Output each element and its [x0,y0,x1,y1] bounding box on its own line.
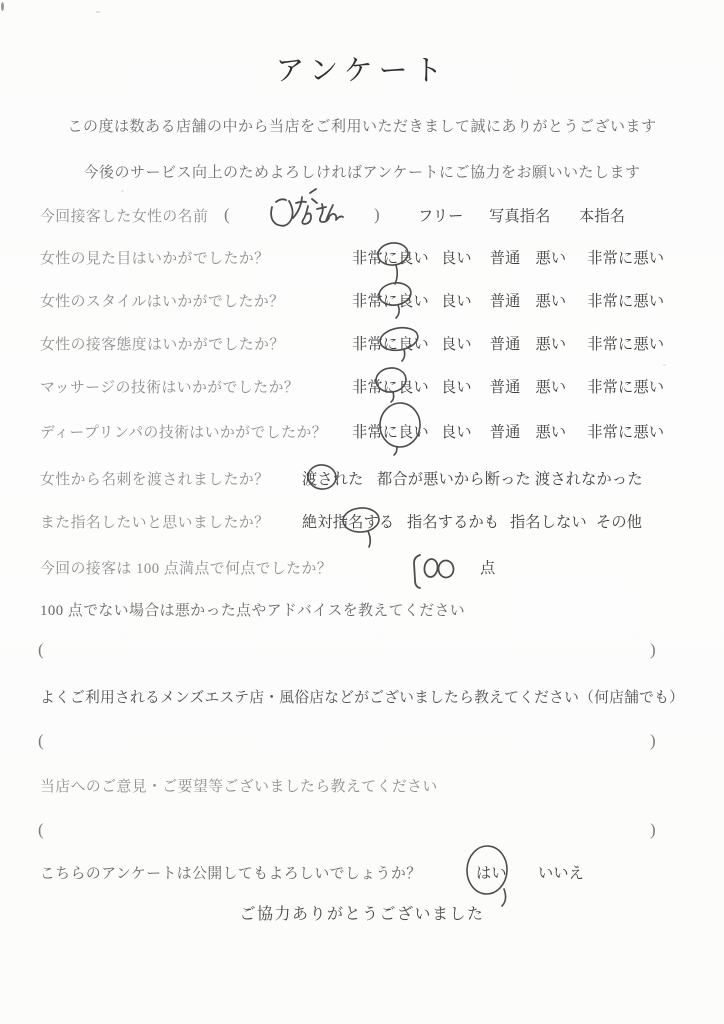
card-question-row [0,468,724,492]
scan-speck [663,364,666,366]
option-very-good: 非常に良い [352,293,429,310]
feedback-question-row [0,775,724,799]
option-very-bad: 非常に悪い [587,336,665,353]
closing-message: ご協力ありがとうございました [239,906,485,923]
answer-line [0,640,724,664]
answer-open-paren: ( [38,640,44,659]
publish-question-row [0,862,724,886]
option-bad: 悪い [535,293,567,310]
rating-options [352,247,664,268]
answer-line [0,731,724,755]
option-bad: 悪い [535,336,567,353]
question-label: 今回の接客は 100 点満点で何点でしたか？ [40,561,333,577]
option-bad: 悪い [535,379,567,396]
rating-row-service-attitude [0,333,724,357]
rating-options [352,421,664,442]
question-label: また指名したいと思いましたか？ [40,515,270,531]
option-very-good: 非常に良い [352,336,429,353]
repeat-question-row [0,511,724,535]
option-normal: 普通 [489,424,521,441]
option-good: 良い [440,293,472,310]
answer-close-paren: ) [650,731,656,750]
answer-line [0,820,724,844]
option-bad: 悪い [535,424,567,441]
option-normal: 普通 [489,293,521,310]
option-good: 良い [440,424,472,441]
scan-speck [96,11,100,13]
option-not-received: 渡されなかった [535,471,643,488]
option-maybe-nominate: 指名するかも [407,514,500,531]
question-label: こちらのアンケートは公開してもよろしいでしょうか？ [40,866,422,882]
question-label: よくご利用されるメンズエステ店・風俗店などがございましたら教えてください（何店舗でも） [40,690,685,706]
option-very-bad: 非常に悪い [587,424,665,441]
intro-line-1: この度は数ある店舗の中から当店をご利用いただきまして誠にありがとうございます [67,119,657,135]
option-very-good: 非常に良い [352,250,429,267]
option-no: いいえ [538,865,585,882]
score-question-row [0,557,724,581]
question-label: 女性のスタイルはいかがでしたか？ [40,294,285,310]
rating-options [352,290,664,311]
option-normal: 普通 [489,336,521,353]
option-bad: 悪い [535,250,567,267]
other-shops-question-row [0,686,724,710]
rating-row-deep-lymph-skill [0,421,724,445]
question-label: 100 点でない場合は悪かった点やアドバイスを教えてください [40,603,466,619]
rating-options [352,376,664,397]
option-definitely-nominate: 絶対指名する [302,514,395,531]
score-unit-label: 点 [480,560,496,577]
rating-row-style [0,290,724,314]
name-question-row [0,205,724,229]
answer-open-paren: ( [38,820,44,839]
advice-question-row [0,599,724,623]
option-very-bad: 非常に悪い [587,379,665,396]
option-declined: 都合が悪いから断った [377,471,531,488]
question-label: 女性の接客態度はいかがでしたか？ [40,337,285,353]
question-label: ディープリンパの技術はいかがでしたか？ [40,425,328,441]
name-option-free: フリー [418,208,464,225]
rating-row-looks [0,247,724,271]
option-good: 良い [440,336,472,353]
rating-row-massage-skill [0,376,724,400]
answer-close-paren: ) [650,640,656,659]
question-label: 当店へのご意見・ご要望等ございましたら教えてください [40,779,438,795]
intro-line-2: 今後のサービス向上のためよろしければアンケートにご協力をお願いいたします [83,165,641,181]
answer-close-paren: ) [650,820,656,839]
option-normal: 普通 [489,379,521,396]
option-no-nominate: 指名しない [510,514,587,531]
option-very-bad: 非常に悪い [587,293,665,310]
option-good: 良い [440,250,472,267]
question-label: マッサージの技術はいかがでしたか？ [40,380,300,396]
open-paren: ( [224,205,230,224]
rating-options [352,333,664,354]
option-yes: はい [476,865,507,882]
name-option-photo-shimei: 写真指名 [489,208,551,225]
close-paren: ) [374,205,380,224]
option-normal: 普通 [489,250,521,267]
question-label: 女性から名刺を渡されましたか？ [40,472,270,488]
scan-speck [1,2,4,11]
name-question-label: 今回接客した女性の名前 [40,209,209,225]
option-very-good: 非常に良い [352,379,429,396]
name-option-hon-shimei: 本指名 [579,208,626,225]
option-other: その他 [596,514,643,531]
option-very-bad: 非常に悪い [587,250,665,267]
answer-open-paren: ( [38,731,44,750]
question-label: 女性の見た目はいかがでしたか？ [40,251,270,267]
option-received: 渡された [302,471,364,488]
option-good: 良い [440,379,472,396]
option-very-good: 非常に良い [352,424,429,441]
scan-speck [121,190,124,192]
survey-title: アンケート [275,55,449,87]
